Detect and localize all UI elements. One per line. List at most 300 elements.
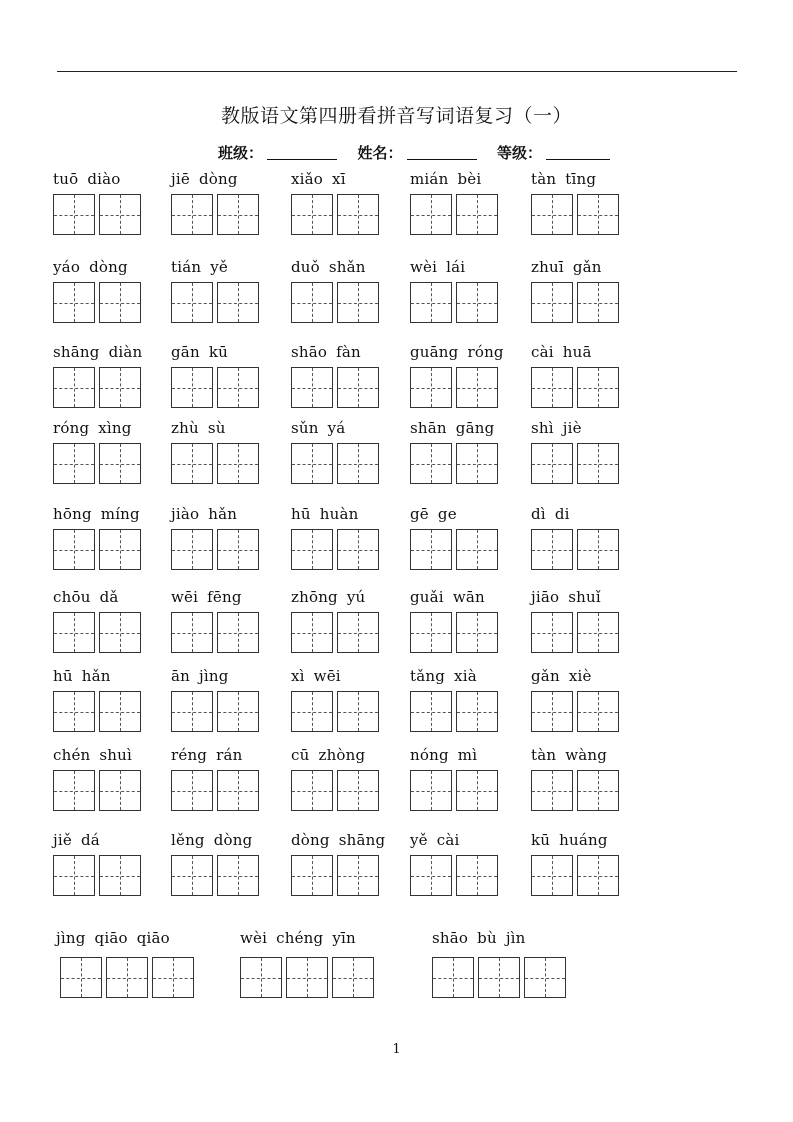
character-box[interactable] — [217, 855, 259, 896]
pinyin-syllable: chōu — [53, 588, 91, 606]
character-box[interactable] — [99, 691, 141, 732]
pinyin — [53, 505, 149, 523]
character-box[interactable] — [99, 194, 141, 235]
class-label: 班级： — [218, 144, 264, 162]
pinyin — [240, 929, 365, 947]
character-box[interactable] — [217, 770, 259, 811]
pinyin-syllable: wèi — [240, 929, 268, 947]
character-box[interactable] — [410, 282, 452, 323]
pinyin — [410, 831, 469, 849]
pinyin — [171, 170, 247, 188]
student-info — [218, 142, 610, 163]
character-box[interactable] — [60, 957, 102, 998]
character-box[interactable] — [53, 443, 95, 484]
writing-boxes — [291, 367, 379, 408]
pinyin-syllable: sù — [207, 419, 226, 437]
pinyin — [171, 258, 237, 276]
pinyin-syllable: hū — [53, 667, 73, 685]
writing-boxes — [171, 529, 259, 570]
character-box[interactable] — [171, 691, 213, 732]
pinyin-syllable: sǔn — [291, 419, 319, 437]
character-box[interactable] — [240, 957, 282, 998]
character-box[interactable] — [531, 367, 573, 408]
pinyin-syllable: jiāo — [531, 588, 560, 606]
character-box[interactable] — [171, 367, 213, 408]
pinyin — [291, 588, 374, 606]
pinyin — [291, 258, 375, 276]
pinyin — [291, 667, 350, 685]
character-box[interactable] — [577, 529, 619, 570]
pinyin — [171, 831, 261, 849]
pinyin — [171, 746, 252, 764]
pinyin-syllable: hōng — [53, 505, 92, 523]
writing-boxes — [53, 770, 141, 811]
class-blank[interactable] — [267, 145, 337, 160]
pinyin-syllable: dòng — [89, 258, 128, 276]
pinyin-syllable: xià — [454, 667, 477, 685]
writing-boxes — [53, 691, 141, 732]
pinyin-syllable: zhòng — [318, 746, 366, 764]
pinyin-syllable: cài — [436, 831, 460, 849]
character-box[interactable] — [410, 529, 452, 570]
pinyin — [410, 258, 474, 276]
pinyin-syllable: dòng — [198, 170, 238, 188]
character-box[interactable] — [337, 367, 379, 408]
character-box[interactable] — [531, 770, 573, 811]
pinyin-syllable: xī — [332, 170, 346, 188]
pinyin-syllable: shǎn — [328, 258, 366, 276]
character-box[interactable] — [531, 194, 573, 235]
pinyin-syllable: shuǐ — [568, 588, 601, 606]
character-box[interactable] — [217, 194, 259, 235]
character-box[interactable] — [410, 612, 452, 653]
character-box[interactable] — [531, 691, 573, 732]
writing-boxes — [410, 443, 498, 484]
writing-boxes — [410, 282, 498, 323]
pinyin-syllable: róng — [53, 419, 90, 437]
pinyin-syllable: huā — [562, 343, 592, 361]
character-box[interactable] — [106, 957, 148, 998]
character-box[interactable] — [337, 855, 379, 896]
character-box[interactable] — [337, 443, 379, 484]
character-box[interactable] — [337, 612, 379, 653]
pinyin-syllable: yě — [410, 831, 428, 849]
writing-boxes — [53, 443, 141, 484]
character-box[interactable] — [456, 367, 498, 408]
writing-boxes — [410, 194, 498, 235]
pinyin — [53, 419, 141, 437]
pinyin — [53, 588, 128, 606]
pinyin-syllable: jìng — [199, 667, 229, 685]
character-box[interactable] — [99, 443, 141, 484]
character-box[interactable] — [99, 367, 141, 408]
character-box[interactable] — [410, 367, 452, 408]
writing-boxes — [432, 957, 566, 998]
pinyin — [410, 667, 486, 685]
pinyin-syllable: bèi — [457, 170, 482, 188]
writing-boxes — [53, 855, 141, 896]
pinyin-syllable: nóng — [410, 746, 449, 764]
name-label: 姓名： — [357, 144, 403, 162]
grade-blank[interactable] — [546, 145, 610, 160]
pinyin-syllable: qiāo — [94, 929, 128, 947]
pinyin-syllable: kū — [531, 831, 551, 849]
pinyin-syllable: kū — [208, 343, 228, 361]
pinyin-syllable: wàng — [565, 746, 608, 764]
pinyin-syllable: tàn — [531, 746, 557, 764]
character-box[interactable] — [577, 612, 619, 653]
character-box[interactable] — [531, 529, 573, 570]
pinyin — [410, 505, 466, 523]
pinyin-syllable: dǎ — [99, 588, 119, 606]
character-box[interactable] — [456, 770, 498, 811]
pinyin-syllable: hū — [291, 505, 311, 523]
pinyin-syllable: ge — [437, 505, 457, 523]
writing-boxes — [53, 529, 141, 570]
writing-boxes — [531, 529, 619, 570]
pinyin-syllable: fàn — [336, 343, 361, 361]
character-box[interactable] — [291, 855, 333, 896]
pinyin-syllable: shāo — [291, 343, 328, 361]
pinyin-syllable: dì — [531, 505, 546, 523]
writing-boxes — [291, 194, 379, 235]
pinyin-syllable: huáng — [559, 831, 608, 849]
writing-boxes — [291, 529, 379, 570]
pinyin-syllable: shì — [531, 419, 554, 437]
writing-boxes — [410, 691, 498, 732]
pinyin-syllable: chén — [53, 746, 91, 764]
character-box[interactable] — [337, 529, 379, 570]
pinyin-syllable: shāng — [53, 343, 100, 361]
character-box[interactable] — [456, 855, 498, 896]
character-box[interactable] — [99, 612, 141, 653]
character-box[interactable] — [410, 770, 452, 811]
pinyin — [410, 170, 490, 188]
character-box[interactable] — [291, 770, 333, 811]
character-box[interactable] — [478, 957, 520, 998]
character-box[interactable] — [171, 282, 213, 323]
pinyin-syllable: mì — [457, 746, 478, 764]
pinyin-syllable: míng — [100, 505, 140, 523]
character-box[interactable] — [99, 529, 141, 570]
character-box[interactable] — [577, 691, 619, 732]
pinyin-syllable: réng — [171, 746, 208, 764]
pinyin-syllable: róng — [467, 343, 504, 361]
pinyin-syllable: mián — [410, 170, 449, 188]
pinyin-syllable: chéng — [276, 929, 324, 947]
character-box[interactable] — [577, 194, 619, 235]
pinyin-syllable: wèi — [410, 258, 438, 276]
character-box[interactable] — [53, 691, 95, 732]
character-box[interactable] — [171, 194, 213, 235]
header-rule — [57, 71, 737, 72]
pinyin-syllable: fēng — [207, 588, 242, 606]
character-box[interactable] — [337, 691, 379, 732]
pinyin — [53, 170, 130, 188]
character-box[interactable] — [337, 282, 379, 323]
pinyin-syllable: shān — [410, 419, 447, 437]
pinyin — [432, 929, 535, 947]
character-box[interactable] — [410, 443, 452, 484]
pinyin — [53, 258, 137, 276]
pinyin — [291, 419, 354, 437]
pinyin-syllable: wēi — [313, 667, 341, 685]
pinyin — [531, 667, 601, 685]
writing-boxes — [410, 770, 498, 811]
writing-boxes — [410, 855, 498, 896]
pinyin-syllable: tīng — [565, 170, 597, 188]
character-box[interactable] — [291, 194, 333, 235]
pinyin — [53, 667, 120, 685]
character-box[interactable] — [577, 770, 619, 811]
pinyin-syllable: hǎn — [208, 505, 238, 523]
page-title: 教版语文第四册看拼音写词语复习（一） — [220, 105, 572, 127]
pinyin — [410, 419, 503, 437]
character-box[interactable] — [577, 855, 619, 896]
pinyin-syllable: xiǎo — [291, 170, 324, 188]
pinyin — [531, 419, 591, 437]
pinyin-syllable: lěng — [171, 831, 205, 849]
pinyin-syllable: di — [554, 505, 570, 523]
pinyin-syllable: shāng — [338, 831, 386, 849]
pinyin-syllable: guāng — [410, 343, 459, 361]
pinyin — [171, 419, 235, 437]
writing-boxes — [531, 612, 619, 653]
character-box[interactable] — [456, 194, 498, 235]
pinyin — [410, 588, 494, 606]
character-box[interactable] — [531, 443, 573, 484]
character-box[interactable] — [456, 282, 498, 323]
pinyin-syllable: hǎn — [81, 667, 111, 685]
character-box[interactable] — [410, 691, 452, 732]
pinyin — [53, 343, 151, 361]
writing-boxes — [171, 194, 259, 235]
pinyin-syllable: xì — [291, 667, 305, 685]
pinyin-syllable: yáo — [53, 258, 81, 276]
character-box[interactable] — [432, 957, 474, 998]
character-box[interactable] — [456, 529, 498, 570]
pinyin — [171, 505, 246, 523]
pinyin-syllable: gǎn — [572, 258, 602, 276]
pinyin-syllable: dá — [80, 831, 100, 849]
character-box[interactable] — [291, 367, 333, 408]
writing-boxes — [53, 612, 141, 653]
pinyin — [531, 170, 605, 188]
writing-boxes — [171, 612, 259, 653]
character-box[interactable] — [171, 529, 213, 570]
character-box[interactable] — [291, 691, 333, 732]
pinyin — [291, 831, 394, 849]
pinyin-syllable: jiè — [562, 419, 582, 437]
character-box[interactable] — [531, 612, 573, 653]
character-box[interactable] — [217, 443, 259, 484]
pinyin — [531, 746, 616, 764]
page-number: 1 — [392, 1042, 401, 1057]
character-box[interactable] — [53, 282, 95, 323]
writing-boxes — [53, 282, 141, 323]
pinyin-syllable: yá — [327, 419, 346, 437]
pinyin-syllable: lái — [446, 258, 466, 276]
pinyin — [291, 343, 370, 361]
character-box[interactable] — [53, 612, 95, 653]
pinyin — [291, 505, 367, 523]
writing-boxes — [171, 855, 259, 896]
character-box[interactable] — [217, 612, 259, 653]
pinyin-syllable: tuō — [53, 170, 79, 188]
pinyin-syllable: diào — [87, 170, 121, 188]
pinyin-syllable: cū — [291, 746, 310, 764]
character-box[interactable] — [53, 855, 95, 896]
writing-boxes — [60, 957, 194, 998]
pinyin-syllable: dòng — [213, 831, 253, 849]
pinyin — [531, 831, 617, 849]
character-box[interactable] — [171, 443, 213, 484]
pinyin — [53, 831, 109, 849]
pinyin-syllable: tàn — [531, 170, 557, 188]
writing-boxes — [531, 691, 619, 732]
pinyin-syllable: zhuī — [531, 258, 564, 276]
character-box[interactable] — [53, 770, 95, 811]
pinyin-syllable: zhù — [171, 419, 199, 437]
pinyin-syllable: gǎn — [531, 667, 560, 685]
pinyin-syllable: wān — [452, 588, 485, 606]
writing-boxes — [291, 691, 379, 732]
pinyin-syllable: rán — [216, 746, 243, 764]
character-box[interactable] — [577, 282, 619, 323]
writing-boxes — [171, 691, 259, 732]
pinyin — [171, 667, 238, 685]
pinyin-syllable: gāng — [455, 419, 495, 437]
character-box[interactable] — [99, 855, 141, 896]
pinyin-syllable: shuì — [99, 746, 133, 764]
pinyin-syllable: qiāo — [136, 929, 170, 947]
pinyin — [171, 588, 251, 606]
writing-boxes — [291, 855, 379, 896]
pinyin-syllable: yīn — [332, 929, 356, 947]
character-box[interactable] — [152, 957, 194, 998]
writing-boxes — [240, 957, 374, 998]
writing-boxes — [53, 367, 141, 408]
pinyin-syllable: gān — [171, 343, 200, 361]
pinyin — [531, 505, 579, 523]
pinyin-syllable: xìng — [98, 419, 132, 437]
character-box[interactable] — [217, 282, 259, 323]
pinyin — [171, 343, 237, 361]
pinyin-syllable: dòng — [291, 831, 330, 849]
character-box[interactable] — [456, 612, 498, 653]
character-box[interactable] — [410, 855, 452, 896]
pinyin-syllable: tián — [171, 258, 202, 276]
character-box[interactable] — [410, 194, 452, 235]
character-box[interactable] — [337, 194, 379, 235]
writing-boxes — [531, 282, 619, 323]
pinyin-syllable: yú — [346, 588, 366, 606]
pinyin — [531, 343, 601, 361]
pinyin — [53, 746, 141, 764]
character-box[interactable] — [291, 529, 333, 570]
pinyin-syllable: xiè — [568, 667, 592, 685]
pinyin-syllable: jiào — [171, 505, 200, 523]
character-box[interactable] — [291, 443, 333, 484]
writing-boxes — [410, 612, 498, 653]
writing-boxes — [171, 282, 259, 323]
pinyin-syllable: guǎi — [410, 588, 444, 606]
character-box[interactable] — [286, 957, 328, 998]
character-box[interactable] — [217, 529, 259, 570]
character-box[interactable] — [171, 770, 213, 811]
pinyin-syllable: jìn — [505, 929, 526, 947]
character-box[interactable] — [337, 770, 379, 811]
character-box[interactable] — [531, 282, 573, 323]
character-box[interactable] — [577, 367, 619, 408]
pinyin-syllable: huàn — [319, 505, 359, 523]
writing-boxes — [531, 367, 619, 408]
character-box[interactable] — [99, 770, 141, 811]
writing-boxes — [291, 770, 379, 811]
pinyin-syllable: yě — [210, 258, 228, 276]
pinyin — [531, 588, 610, 606]
pinyin-syllable: bù — [477, 929, 497, 947]
pinyin — [291, 746, 374, 764]
pinyin-syllable: shāo — [432, 929, 469, 947]
character-box[interactable] — [456, 691, 498, 732]
character-box[interactable] — [217, 691, 259, 732]
writing-boxes — [171, 367, 259, 408]
character-box[interactable] — [99, 282, 141, 323]
writing-boxes — [291, 612, 379, 653]
character-box[interactable] — [332, 957, 374, 998]
writing-boxes — [531, 194, 619, 235]
character-box[interactable] — [53, 529, 95, 570]
character-box[interactable] — [53, 194, 95, 235]
writing-boxes — [531, 443, 619, 484]
writing-boxes — [531, 770, 619, 811]
pinyin-syllable: jìng — [56, 929, 86, 947]
writing-boxes — [291, 282, 379, 323]
character-box[interactable] — [456, 443, 498, 484]
pinyin — [410, 343, 513, 361]
character-box[interactable] — [171, 855, 213, 896]
character-box[interactable] — [524, 957, 566, 998]
pinyin — [56, 929, 179, 947]
character-box[interactable] — [53, 367, 95, 408]
character-box[interactable] — [291, 282, 333, 323]
pinyin-syllable: zhōng — [291, 588, 338, 606]
pinyin-syllable: cài — [531, 343, 554, 361]
pinyin — [291, 170, 355, 188]
pinyin-syllable: diàn — [108, 343, 143, 361]
pinyin-syllable: ān — [171, 667, 191, 685]
writing-boxes — [410, 529, 498, 570]
character-box[interactable] — [171, 612, 213, 653]
writing-boxes — [53, 194, 141, 235]
name-blank[interactable] — [407, 145, 477, 160]
character-box[interactable] — [531, 855, 573, 896]
character-box[interactable] — [291, 612, 333, 653]
writing-boxes — [291, 443, 379, 484]
writing-boxes — [171, 770, 259, 811]
pinyin — [531, 258, 611, 276]
pinyin-syllable: tǎng — [410, 667, 446, 685]
pinyin-syllable: wēi — [171, 588, 199, 606]
pinyin-syllable: jiē — [171, 170, 190, 188]
character-box[interactable] — [217, 367, 259, 408]
pinyin-syllable: jiě — [53, 831, 72, 849]
character-box[interactable] — [577, 443, 619, 484]
pinyin — [410, 746, 486, 764]
writing-boxes — [171, 443, 259, 484]
pinyin-syllable: gē — [410, 505, 429, 523]
